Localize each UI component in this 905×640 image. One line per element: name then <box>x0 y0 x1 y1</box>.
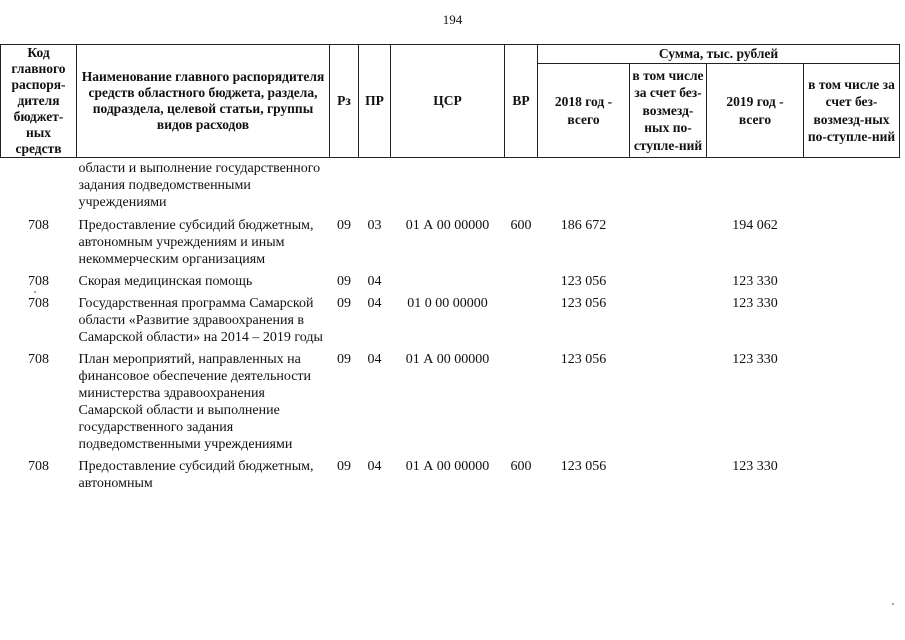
cell-code: 708 <box>28 218 49 233</box>
cell-2018-free <box>630 351 707 458</box>
cell-csr <box>391 273 505 295</box>
table-row <box>1 217 900 273</box>
cell-code <box>1 158 77 218</box>
cell-pr: 04 <box>367 296 382 311</box>
page-number: 194 <box>442 12 463 27</box>
cell-name: План мероприятий, направленных на финансовое обеспечение деятельности министерства здравоохранения Самарской области и выполнение государственного задания подведомственными учреждениями <box>78 352 312 452</box>
cell-2019-total: 123 330 <box>732 459 778 474</box>
cell-2019-total: 194 062 <box>732 218 778 233</box>
cell-2018-total: 123 056 <box>560 296 607 311</box>
cell-2019-total <box>707 158 804 218</box>
cell-code: 708 <box>28 274 49 289</box>
header-pr: ПР <box>359 45 391 158</box>
header-2018-total: 2018 год - всего <box>538 64 630 158</box>
scan-speck <box>892 603 894 605</box>
header-code: Код главного распоря-дителя бюджет-ных средств <box>1 45 77 158</box>
cell-2018-total: 123 056 <box>560 274 607 289</box>
cell-2019-total: 123 330 <box>732 274 778 289</box>
cell-csr: 01 А 00 00000 <box>405 352 490 367</box>
cell-2019-free <box>804 217 900 273</box>
cell-csr: 01 0 00 00000 <box>407 296 488 311</box>
cell-2019-free <box>804 458 900 497</box>
cell-2019-free <box>804 273 900 295</box>
cell-rz: 09 <box>337 459 351 474</box>
table-header <box>1 45 900 158</box>
cell-code: 708 <box>28 459 49 474</box>
cell-pr: 04 <box>367 459 382 474</box>
cell-2018-free <box>630 273 707 295</box>
cell-pr: 04 <box>367 274 382 289</box>
header-vr: ВР <box>505 45 538 158</box>
cell-2019-free <box>804 158 900 218</box>
table-body <box>1 158 900 498</box>
cell-vr <box>505 158 538 218</box>
cell-2019-total: 123 330 <box>732 352 778 367</box>
cell-csr: 01 А 00 00000 <box>405 218 490 233</box>
cell-rz <box>330 158 359 218</box>
cell-2018-free <box>630 158 707 218</box>
header-2019-free: в том числе за счет без-возмезд-ных по-ступле-ний <box>804 64 900 158</box>
header-2019-total: 2019 год - всего <box>707 64 804 158</box>
cell-2018-free <box>630 217 707 273</box>
cell-2018-total: 123 056 <box>560 459 607 474</box>
header-sum: Сумма, тыс. рублей <box>538 45 900 64</box>
table-row <box>1 158 900 218</box>
cell-rz: 09 <box>337 296 351 311</box>
table-row <box>1 295 900 351</box>
cell-name: Государственная программа Самарской области «Развитие здравоохранения в Самарской области» на 2014 – 2019 годы <box>78 296 323 345</box>
cell-csr: 01 А 00 00000 <box>405 459 490 474</box>
table-row <box>1 351 900 458</box>
header-csr: ЦСР <box>391 45 505 158</box>
cell-vr <box>505 351 538 458</box>
cell-vr: 600 <box>510 459 532 474</box>
cell-2018-free <box>630 295 707 351</box>
cell-vr <box>505 295 538 351</box>
cell-name: Скорая медицинская помощь <box>78 274 253 289</box>
cell-2018-total <box>538 158 630 218</box>
cell-name: Предоставление субсидий бюджетным, автономным <box>78 459 314 491</box>
table-row <box>1 273 900 295</box>
cell-code: 708 <box>28 352 49 367</box>
header-rz: Рз <box>330 45 359 158</box>
table-row <box>1 458 900 497</box>
header-2018-free: в том числе за счет без-возмезд-ных по-ступле-ний <box>630 64 707 158</box>
cell-vr: 600 <box>510 218 532 233</box>
cell-2019-total: 123 330 <box>732 296 778 311</box>
cell-2019-free <box>804 295 900 351</box>
cell-vr <box>505 273 538 295</box>
header-name: Наименование главного распорядителя средств областного бюджета, раздела, подраздела, целевой статьи, группы видов расходов <box>77 45 330 158</box>
budget-table <box>0 44 900 497</box>
cell-code: 708 <box>28 296 49 311</box>
cell-pr: 03 <box>367 218 382 233</box>
cell-2018-total: 186 672 <box>560 218 607 233</box>
cell-2018-total: 123 056 <box>560 352 607 367</box>
cell-csr <box>391 158 505 218</box>
scan-speck <box>34 291 36 293</box>
cell-2018-free <box>630 458 707 497</box>
cell-2019-free <box>804 351 900 458</box>
cell-name: области и выполнение государственного задания подведомственными учреждениями <box>78 161 321 210</box>
cell-rz: 09 <box>337 218 351 233</box>
cell-pr <box>359 158 391 218</box>
cell-rz: 09 <box>337 274 351 289</box>
cell-name: Предоставление субсидий бюджетным, автономным учреждениям и иным некоммерческим организациям <box>78 218 314 267</box>
cell-rz: 09 <box>337 352 351 367</box>
cell-pr: 04 <box>367 352 382 367</box>
